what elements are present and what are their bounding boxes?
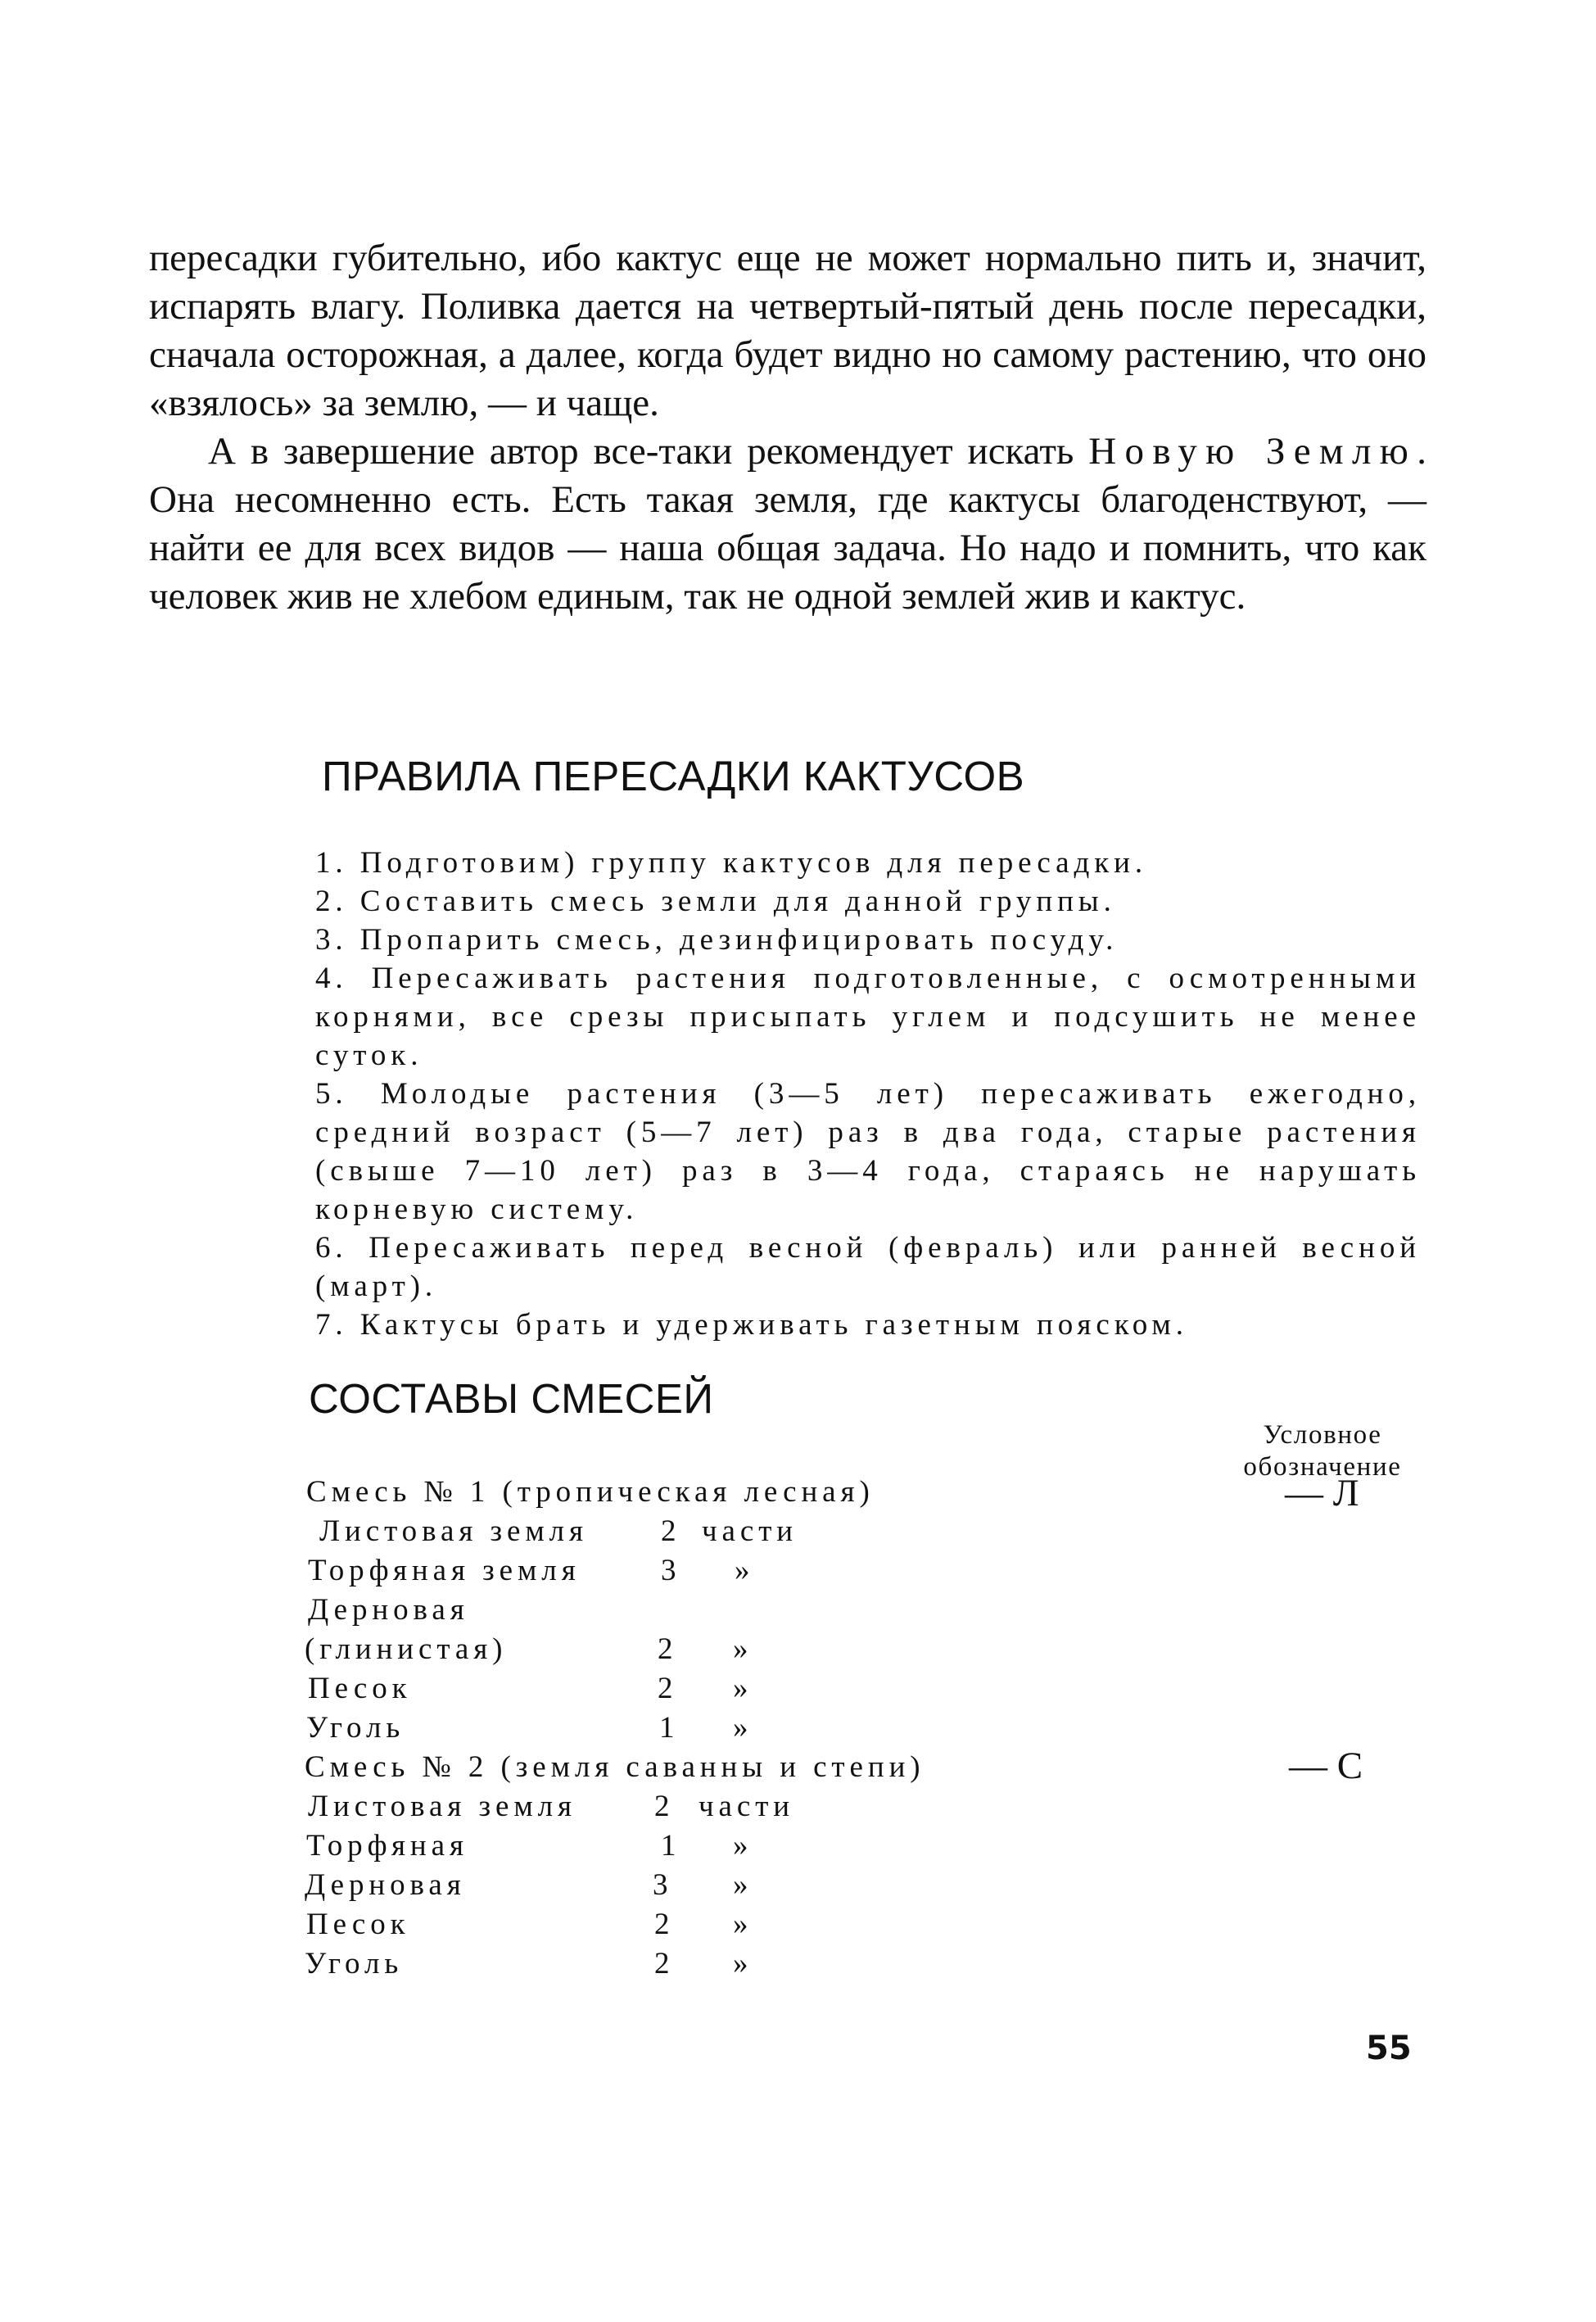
paragraph-2-end: . Она несомненно есть. Есть такая земля, где кактусы благоденствуют, — найти ее для всех видов — наша общая задача. Но надо и помнить, что как человек жив не хлебом единым, так не одной землей жив и кактус. bbox=[149, 430, 1426, 618]
ingredient-qty: 2 bbox=[654, 1790, 675, 1823]
legend-heading-line-2: обозначение bbox=[1243, 1452, 1402, 1482]
mix-2-mark: — С bbox=[1289, 1745, 1363, 1787]
ingredient-unit: » bbox=[733, 1672, 753, 1705]
rules-list bbox=[315, 844, 1421, 1344]
ingredient-name: Торфяная bbox=[306, 1829, 468, 1863]
ingredient-unit: » bbox=[733, 1947, 753, 1980]
ingredient-unit: » bbox=[733, 1632, 753, 1666]
paragraph-2-start: А в завершение автор все-таки рекомендует искать bbox=[208, 430, 1089, 473]
ingredient-unit: части bbox=[702, 1514, 798, 1548]
rule-item: 7. Кактусы брать и удерживать газетным пояском. bbox=[315, 1308, 1188, 1342]
emphasized-term: Новую Землю bbox=[1088, 430, 1417, 473]
legend-heading-line-1: Условное bbox=[1263, 1420, 1382, 1450]
mix-1-title: Смесь № 1 (тропическая лесная) bbox=[306, 1475, 875, 1509]
ingredient-name: Песок bbox=[308, 1672, 412, 1705]
rule-item: 4. Пересаживать растения подготовленные, с осмотренными корнями, все срезы присыпать углем и подсушить не менее суток. bbox=[315, 962, 1421, 1072]
ingredient-name: Торфяная земля bbox=[308, 1554, 581, 1587]
rules-heading: ПРАВИЛА ПЕРЕСАДКИ КАКТУСОВ bbox=[322, 753, 1025, 799]
mixes-heading: СОСТАВЫ СМЕСЕЙ bbox=[309, 1375, 714, 1422]
ingredient-qty: 2 bbox=[654, 1908, 675, 1941]
ingredient-name: Листовая земля bbox=[319, 1514, 588, 1548]
ingredient-qty: 2 bbox=[661, 1514, 681, 1548]
body-text bbox=[149, 234, 1426, 621]
ingredient-name: Листовая земля bbox=[308, 1790, 576, 1823]
ingredient-qty: 3 bbox=[661, 1554, 681, 1587]
ingredient-qty: 2 bbox=[658, 1672, 678, 1705]
ingredient-qty: 1 bbox=[661, 1829, 681, 1863]
ingredient-qty: 2 bbox=[658, 1632, 678, 1666]
page-number: 55 bbox=[1366, 2030, 1412, 2067]
ingredient-name: Уголь bbox=[306, 1711, 405, 1745]
ingredient-unit: » bbox=[733, 1908, 753, 1941]
rule-item: 5. Молодые растения (3—5 лет) пересаживать ежегодно, средний возраст (5—7 лет) раз в два года, старые растения (свыше 7—10 лет) раз в 3—4 года, стараясь не нарушать корневую систему. bbox=[315, 1077, 1421, 1226]
paragraph-2 bbox=[149, 428, 1426, 621]
ingredient-unit: части bbox=[699, 1790, 795, 1823]
mix-2-title: Смесь № 2 (земля саванны и степи) bbox=[305, 1750, 925, 1784]
rule-item: 3. Пропарить смесь, дезинфицировать посуду. bbox=[315, 923, 1119, 957]
ingredient-name: (глинистая) bbox=[305, 1632, 508, 1666]
paragraph-1: пересадки губительно, ибо кактус еще не может нормально пить и, значит, испарять влагу. Поливка дается на четвертый-пятый день после пересадки, сначала осторожная, а далее, когда будет видно но самому растению, что оно «взялось» за землю, — и чаще. bbox=[149, 237, 1426, 424]
ingredient-name: Уголь bbox=[305, 1947, 404, 1980]
mix-1-mark: — Л bbox=[1285, 1472, 1359, 1514]
rule-item: 2. Составить смесь земли для данной группы. bbox=[315, 885, 1116, 918]
rule-item: 1. Подготовим) группу кактусов для пересадки. bbox=[315, 846, 1148, 880]
ingredient-unit: » bbox=[735, 1554, 755, 1587]
ingredient-qty: 3 bbox=[653, 1868, 673, 1902]
ingredient-qty: 2 bbox=[654, 1947, 675, 1980]
ingredient-qty: 1 bbox=[659, 1711, 680, 1745]
ingredient-name: Дерновая bbox=[308, 1593, 469, 1627]
ingredient-unit: » bbox=[733, 1711, 753, 1745]
ingredient-name: Дерновая bbox=[305, 1868, 466, 1902]
ingredient-unit: » bbox=[733, 1829, 753, 1863]
rule-item: 6. Пересаживать перед весной (февраль) или ранней весной (март). bbox=[315, 1231, 1421, 1303]
ingredient-unit: » bbox=[733, 1868, 753, 1902]
ingredient-name: Песок bbox=[306, 1908, 410, 1941]
